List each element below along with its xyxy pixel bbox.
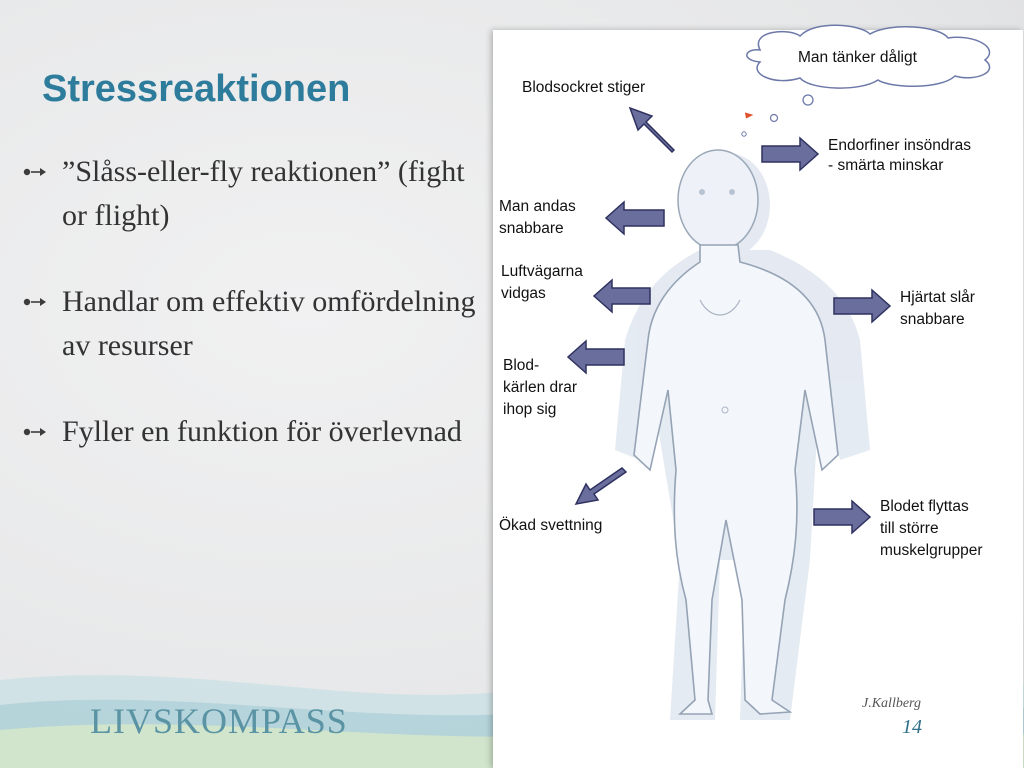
page-number: 14 (902, 716, 922, 738)
label-breathing-2: snabbare (499, 220, 564, 237)
label-blood-flow-3: muskelgrupper (880, 542, 983, 559)
arrow-endorphins (762, 138, 818, 170)
label-endorphins-2: - smärta minskar (828, 157, 944, 174)
label-heart-1: Hjärtat slår (900, 289, 975, 306)
bullet-text: ”Slåss-eller-fly reaktionen” (fight or flight) (62, 155, 465, 232)
artist-signature: J.Kallberg (862, 696, 921, 711)
bullet-text: Fyller en funktion för överlevnad (62, 415, 462, 448)
arrow-vessels (568, 341, 624, 373)
label-blood-sugar: Blodsockret stiger (522, 79, 646, 96)
thought-bubble-text: Man tänker dåligt (798, 49, 917, 66)
label-airways-1: Luftvägarna (501, 263, 583, 280)
label-airways-2: vidgas (501, 285, 546, 302)
livskompass-logo: LIVSKOMPASS (90, 701, 348, 741)
label-vessels-1: Blod- (503, 357, 540, 374)
label-breathing-1: Man andas (499, 198, 576, 215)
label-blood-flow-2: till större (880, 520, 939, 537)
slide-title: Stressreaktionen (42, 68, 351, 110)
arrow-sweat (576, 468, 626, 504)
label-heart-2: snabbare (900, 311, 965, 328)
arrow-blood-sugar (630, 108, 674, 152)
label-vessels-3: ihop sig (503, 401, 557, 418)
label-vessels-2: kärlen drar (503, 379, 578, 396)
thought-bubble (742, 25, 990, 136)
arrow-blood-flow (814, 501, 870, 533)
label-sweat: Ökad svettning (499, 517, 603, 534)
label-blood-flow-1: Blodet flyttas (880, 498, 969, 515)
bullet-text: Handlar om effektiv omfördelning av resurser (62, 285, 476, 362)
label-endorphins-1: Endorfiner insöndras (828, 137, 972, 154)
arrow-breathing (606, 202, 664, 234)
spark-icon (745, 113, 752, 118)
